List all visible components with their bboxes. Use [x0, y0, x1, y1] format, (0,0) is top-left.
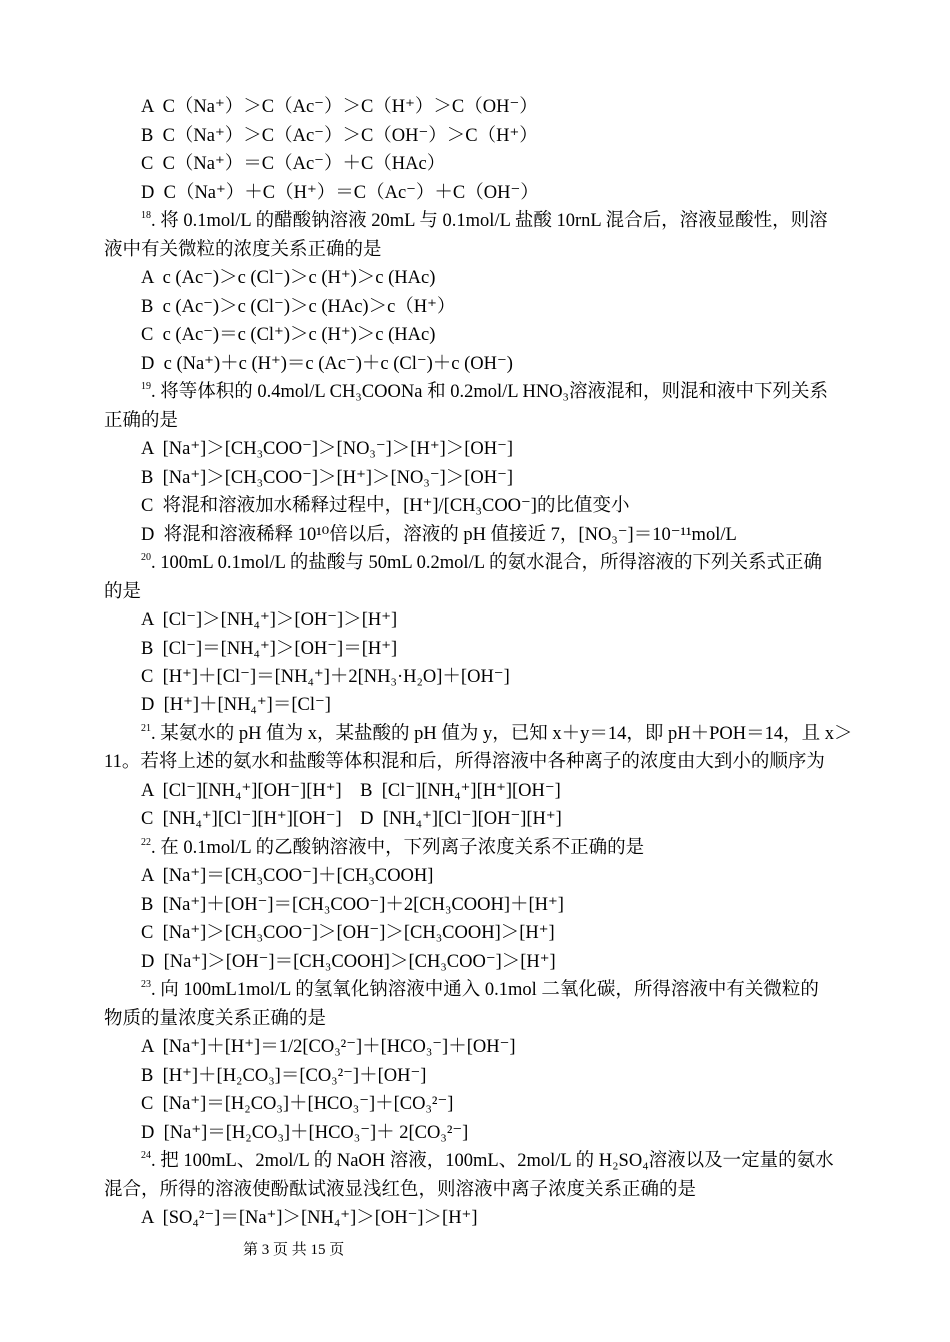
option-line: D [Na⁺]＝[H₂CO₃]＋[HCO₃⁻]＋ 2[CO₃²⁻]	[141, 1123, 469, 1143]
question-number: 22	[141, 837, 151, 848]
option-line: C C（Na⁺）＝C（Ac⁻）＋C（HAc）	[141, 154, 446, 174]
option-line: D c (Na⁺)＋c (H⁺)＝c (Ac⁻)＋c (Cl⁻)＋c (OH⁻)	[141, 354, 513, 374]
question-21-stem: $^{21}$. 某氨水的 pH 值为 x，某盐酸的 pH 值为 y，已知 x＋y＝14，即 pH＋POH＝14，且 x＞	[141, 723, 853, 744]
option-line: B c (Ac⁻)＞c (Cl⁻)＞c (HAc)＞c（H⁺）	[141, 297, 456, 317]
option-line: B [Na⁺]＋[OH⁻]＝[CH₃COO⁻]＋2[CH₃COOH]＋[H⁺]	[141, 895, 564, 915]
option-line: A [Na⁺]＝[CH₃COO⁻]＋[CH₃COOH]	[141, 866, 434, 886]
option-line: C [H⁺]＋[Cl⁻]＝[NH₄⁺]＋2[NH₃·H₂O]＋[OH⁻]	[141, 667, 510, 687]
option-line: A [Na⁺]＞[CH₃COO⁻]＞[NO₃⁻]＞[H⁺]＞[OH⁻]	[141, 439, 514, 459]
option-line: D [Na⁺]＞[OH⁻]＝[CH₃COOH]＞[CH₃COO⁻]＞[H⁺]	[141, 952, 556, 972]
question-continuation: 的是	[104, 582, 142, 602]
option-line: C [NH₄⁺][Cl⁻][H⁺][OH⁻] D [NH₄⁺][Cl⁻][OH⁻][H⁺]	[141, 809, 562, 829]
option-line: D C（Na⁺）＋C（H⁺）＝C（Ac⁻）＋C（OH⁻）	[141, 183, 539, 203]
question-number: 19	[141, 381, 151, 392]
question-number: 18	[141, 210, 151, 221]
question-continuation: 液中有关微粒的浓度关系正确的是	[104, 240, 382, 260]
question-19-stem: $^{19}$. 将等体积的 0.4mol/L CH₃COONa 和 0.2mol/L HNO₃溶液混和，则混和液中下列关系	[141, 381, 829, 402]
option-line: D [H⁺]＋[NH₄⁺]＝[Cl⁻]	[141, 695, 331, 715]
option-line: A [SO₄²⁻]＝[Na⁺]＞[NH₄⁺]＞[OH⁻]＞[H⁺]	[141, 1208, 478, 1228]
question-number: 20	[141, 552, 151, 563]
question-continuation: 混合，所得的溶液使酚酞试液显浅红色，则溶液中离子浓度关系正确的是	[104, 1180, 697, 1200]
option-line: B [Na⁺]＞[CH₃COO⁻]＞[H⁺]＞[NO₃⁻]＞[OH⁻]	[141, 468, 514, 488]
question-22-stem: $^{22}$. 在 0.1mol/L 的乙酸钠溶液中，下列离子浓度关系不正确的是	[141, 837, 645, 858]
page-footer: 第 3 页 共 15 页	[243, 1242, 345, 1258]
question-number: 24	[141, 1150, 151, 1161]
question-24-stem: $^{24}$. 把 100mL、2mol/L 的 NaOH 溶液，100mL、2mol/L 的 H₂SO₄溶液以及一定量的氨水	[141, 1150, 834, 1171]
question-18-stem: $^{18}$. 将 0.1mol/L 的醋酸钠溶液 20mL 与 0.1mol/L 盐酸 10rnL 混合后，溶液显酸性，则溶	[141, 210, 828, 231]
question-23-stem: $^{23}$. 向 100mL1mol/L 的氢氧化钠溶液中通入 0.1mol 二氧化碳，所得溶液中有关微粒的	[141, 979, 819, 1000]
question-continuation: 正确的是	[104, 411, 179, 431]
question-20-stem: $^{20}$. 100mL 0.1mol/L 的盐酸与 50mL 0.2mol/L 的氨水混合，所得溶液的下列关系式正确	[141, 552, 822, 573]
option-line: A [Na⁺]＋[H⁺]＝1/2[CO₃²⁻]＋[HCO₃⁻]＋[OH⁻]	[141, 1037, 516, 1057]
question-number: 21	[141, 723, 151, 734]
option-line: C [Na⁺]＝[H₂CO₃]＋[HCO₃⁻]＋[CO₃²⁻]	[141, 1094, 454, 1114]
option-line: D 将混和溶液稀释 10¹⁰倍以后，溶液的 pH 值接近 7，[NO₃⁻]＝10⁻¹¹mol/L	[141, 525, 737, 545]
question-number: 23	[141, 979, 151, 990]
option-line: C [Na⁺]＞[CH₃COO⁻]＞[OH⁻]＞[CH₃COOH]＞[H⁺]	[141, 923, 555, 943]
option-line: A [Cl⁻][NH₄⁺][OH⁻][H⁺] B [Cl⁻][NH₄⁺][H⁺][OH⁻]	[141, 781, 561, 801]
option-line: A C（Na⁺）＞C（Ac⁻）＞C（H⁺）＞C（OH⁻）	[141, 97, 538, 117]
option-line: B C（Na⁺）＞C（Ac⁻）＞C（OH⁻）＞C（H⁺）	[141, 126, 538, 146]
option-line: A c (Ac⁻)＞c (Cl⁻)＞c (H⁺)＞c (HAc)	[141, 268, 436, 288]
option-line: B [Cl⁻]＝[NH₄⁺]＞[OH⁻]＝[H⁺]	[141, 639, 398, 659]
option-line: C c (Ac⁻)＝c (Cl⁺)＞c (H⁺)＞c (HAc)	[141, 325, 436, 345]
option-line: B [H⁺]＋[H₂CO₃]＝[CO₃²⁻]＋[OH⁻]	[141, 1066, 427, 1086]
question-continuation: 物质的量浓度关系正确的是	[104, 1009, 327, 1029]
question-continuation: 11。若将上述的氨水和盐酸等体积混和后，所得溶液中各种离子的浓度由大到小的顺序为	[104, 752, 825, 772]
option-line: C 将混和溶液加水稀释过程中，[H⁺]/[CH₃COO⁻]的比值变小	[141, 496, 630, 516]
option-line: A [Cl⁻]＞[NH₄⁺]＞[OH⁻]＞[H⁺]	[141, 610, 398, 630]
